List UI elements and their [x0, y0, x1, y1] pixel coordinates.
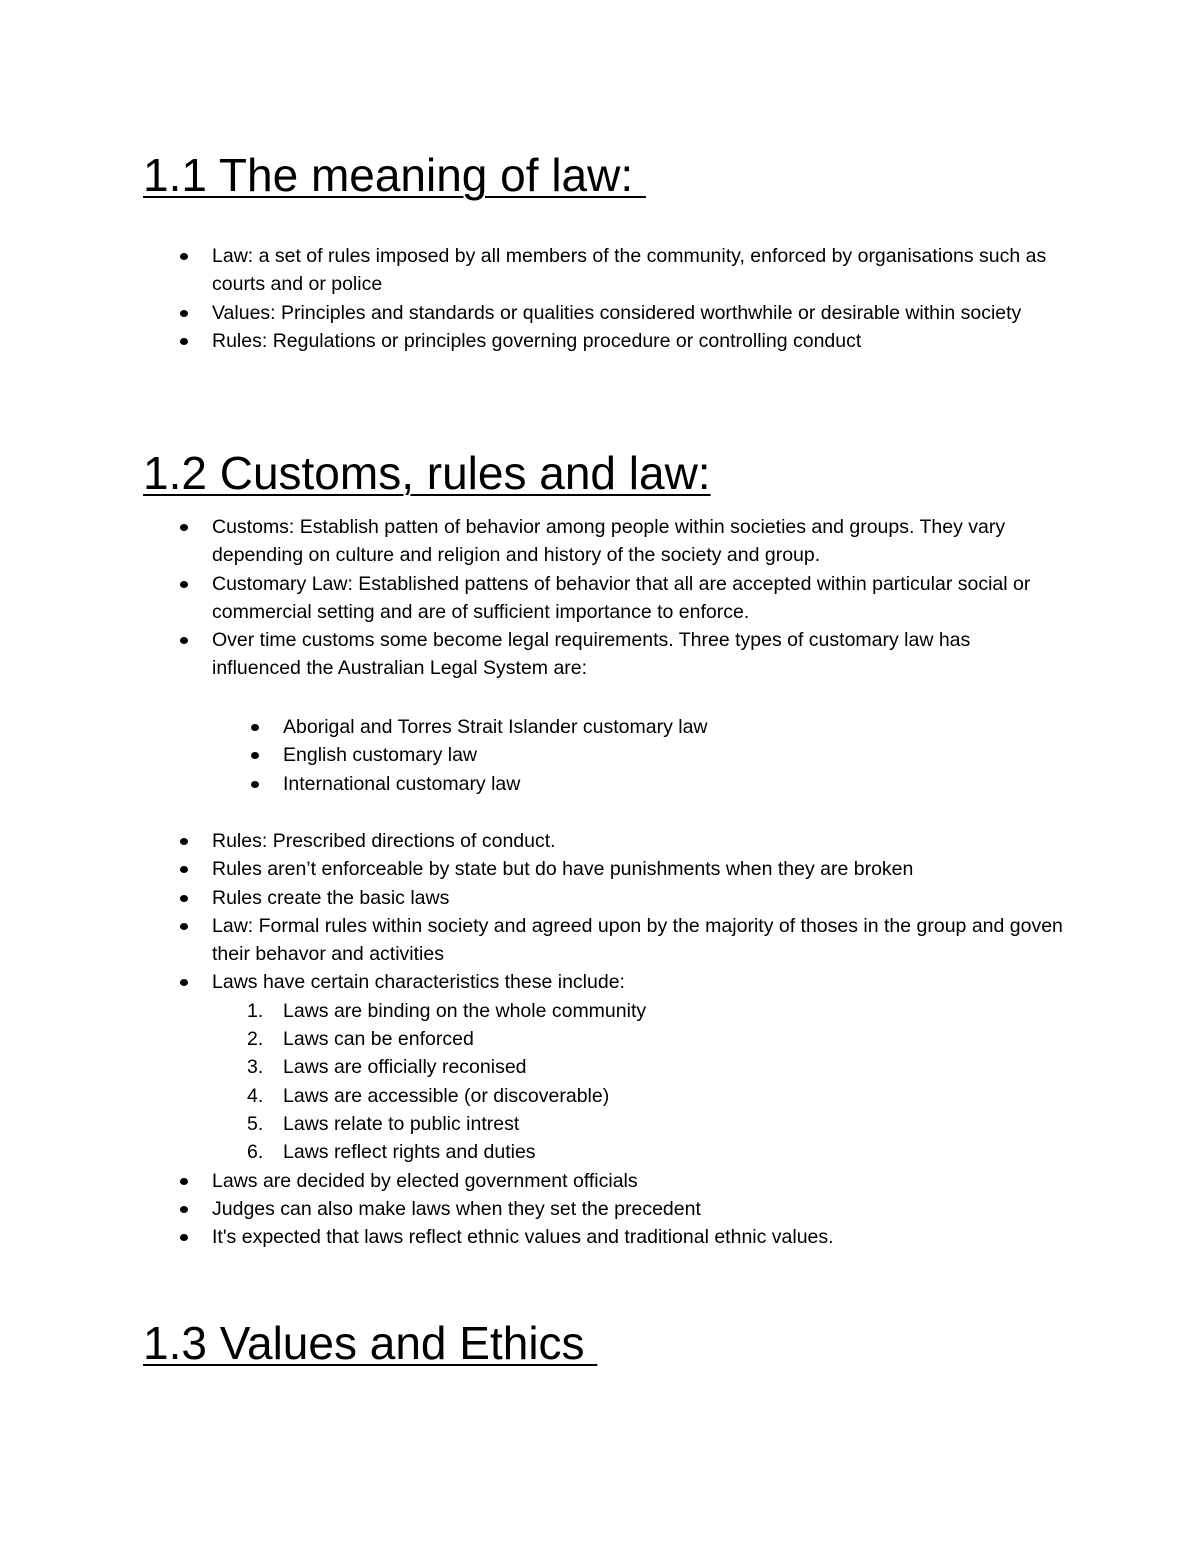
list-item-text: It's expected that laws reflect ethnic values and traditional ethnic values.: [212, 1226, 834, 1249]
list-item: [143, 968, 1063, 996]
numbered-item-text: Laws are binding on the whole community: [283, 999, 647, 1022]
item-number: 4.: [247, 1084, 264, 1107]
numbered-item: [143, 1138, 1063, 1166]
bullet-icon: [180, 866, 188, 873]
list-item-text: Aborigal and Torres Strait Islander customary law: [283, 716, 708, 738]
list-item: [143, 827, 1063, 855]
list-item-text: Customary Law: Established pattens of behavior that all are accepted within particular social or commercial setting and are of sufficient importance to enforce.: [212, 572, 1031, 623]
list-item: [143, 770, 1063, 798]
list-item-text: Laws have certain characteristics these include:: [212, 971, 625, 994]
bullet-icon: [180, 895, 188, 902]
list-item-text: Law: a set of rules imposed by all members of the community, enforced by organisations such as courts and or police: [212, 245, 1047, 296]
list-item-text: Rules create the basic laws: [212, 886, 450, 909]
list-item: [143, 570, 1063, 627]
list-item-text: English customary law: [283, 744, 477, 767]
item-number: 3.: [247, 1056, 264, 1079]
customary-law-types-list: [143, 713, 1063, 798]
list-item: [143, 1167, 1063, 1195]
bullet-icon: [180, 979, 188, 986]
item-number: 6.: [247, 1141, 264, 1164]
numbered-item-text: Laws are accessible (or discoverable): [283, 1084, 610, 1107]
bullet-icon: [180, 310, 188, 317]
list-item: [143, 327, 1063, 355]
list-item: [143, 855, 1063, 883]
item-number: 2.: [247, 1028, 264, 1051]
list-item-text: Rules: Regulations or principles governing procedure or controlling conduct: [212, 329, 862, 352]
item-number: 1.: [247, 999, 264, 1022]
rules-list: [143, 827, 1063, 1251]
list-item-text: Rules: Prescribed directions of conduct.: [212, 830, 556, 852]
list-item-text: Judges can also make laws when they set the precedent: [212, 1197, 701, 1220]
list-item-text: Over time customs some become legal requirements. Three types of customary law has influenced the Australian Legal System are:: [212, 629, 971, 680]
bullet-icon: [180, 338, 188, 345]
list-item: [143, 713, 1063, 741]
bullet-icon: [180, 1178, 188, 1185]
list-item-text: Values: Principles and standards or qualities considered worthwhile or desirable within society: [212, 301, 1022, 324]
bullet-icon: [180, 838, 188, 845]
list-item: [143, 299, 1063, 327]
numbered-item: [143, 997, 1063, 1025]
numbered-item-text: Laws relate to public intrest: [283, 1112, 520, 1135]
bullet-icon: [251, 781, 259, 788]
list-item-text: Customs: Establish patten of behavior among people within societies and groups. They vary depending on culture and religion and history of the society and group.: [212, 516, 1006, 567]
list-item: [143, 1223, 1063, 1251]
numbered-item: [143, 1053, 1063, 1081]
bullet-icon: [180, 253, 188, 260]
bullet-icon: [180, 1234, 188, 1241]
bullet-icon: [180, 581, 188, 588]
numbered-item-text: Laws are officially reconised: [283, 1056, 527, 1079]
list-item-text: Law: Formal rules within society and agreed upon by the majority of thoses in the group and goven their behavor and activities: [212, 914, 1063, 966]
section-heading-values-and-ethics: 1.3 Values and Ethics: [143, 1317, 598, 1369]
bullet-icon: [180, 524, 188, 531]
numbered-item-text: Laws reflect rights and duties: [283, 1141, 536, 1164]
section-heading-meaning-of-law: 1.1 The meaning of law:: [143, 149, 646, 201]
numbered-item: [143, 1082, 1063, 1110]
bullet-icon: [251, 724, 259, 731]
list-item: [143, 626, 1063, 683]
bullet-icon: [251, 752, 259, 759]
bullet-icon: [180, 923, 188, 930]
list-item: [143, 884, 1063, 912]
list-item: [143, 242, 1063, 299]
list-item-text: Laws are decided by elected government officials: [212, 1169, 638, 1192]
list-item-text: Rules aren’t enforceable by state but do have punishments when they are broken: [212, 858, 914, 881]
item-number: 5.: [247, 1112, 264, 1135]
bullet-icon: [180, 637, 188, 644]
list-item: [143, 513, 1063, 570]
list-item: [143, 1195, 1063, 1223]
numbered-item: [143, 1025, 1063, 1053]
numbered-item-text: Laws can be enforced: [283, 1028, 474, 1051]
list-item-text: International customary law: [283, 772, 521, 795]
meaning-of-law-list: [143, 242, 1063, 355]
numbered-item: [143, 1110, 1063, 1138]
customs-list: [143, 513, 1063, 683]
section-heading-customs-rules-law: 1.2 Customs, rules and law:: [143, 447, 711, 499]
list-item: [143, 912, 1063, 969]
list-item: [143, 741, 1063, 769]
bullet-icon: [180, 1206, 188, 1213]
